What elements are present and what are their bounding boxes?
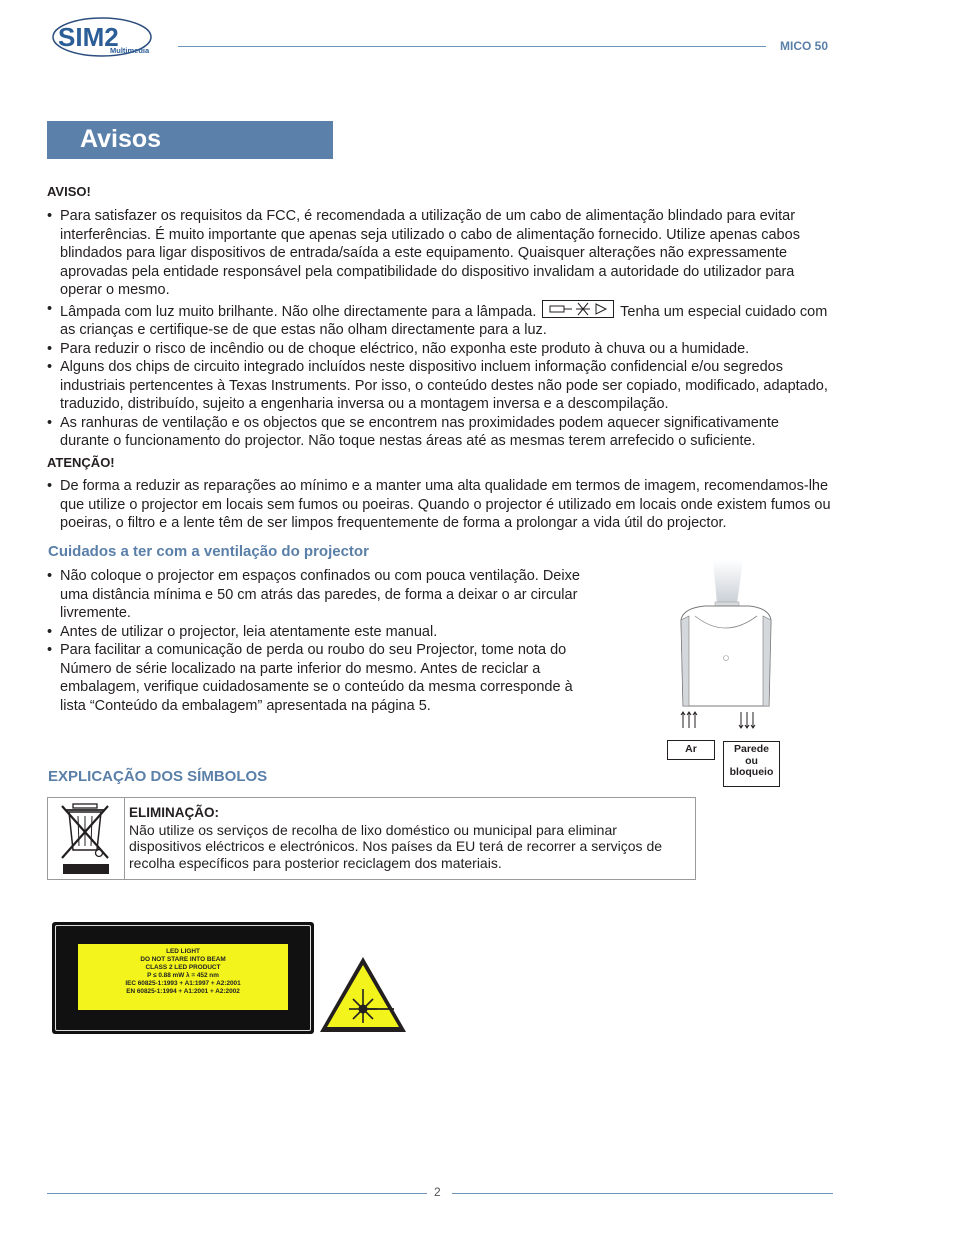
symbols-table <box>47 797 696 880</box>
page-number: 2 <box>434 1185 441 1199</box>
led-label-yellow-area <box>78 944 288 1010</box>
list-item <box>47 641 602 715</box>
aviso-item-text: Para satisfazer os requisitos da FCC, é recomendada a utilização de um cabo de alimentação blindado para evitar interferências. É muito importante que apenas seja utilizado o cabo de alimentação fornecido. Utilize apenas cabos blindados para ligar dispositivos de entrada/saída a este equipamento. Quaisquer alterações não expressamente aprovadas pela entidade responsável pela compatibilidade do dispositivo invalidam a autoridade do utilizador para operar o mesmo. <box>60 208 800 298</box>
disposal-description <box>129 805 689 871</box>
model-name: MICO 50 <box>780 39 829 53</box>
symbols-heading: EXPLICAÇÃO DOS SÍMBOLOS <box>48 768 268 785</box>
aviso-item-text: Alguns dos chips de circuito integrado incluídos neste dispositivo incluem informação confidencial e/ou segredos industriais pertencentes à Texas Instruments. Por isso, o conteúdo destes não pode ser copiado, modificado, adaptado, traduzido, distribuído, sujeito a engenharia inversa ou a montagem inversa e a descompilação. <box>60 359 828 412</box>
led-label-line: P ≤ 0.88 mW λ = 452 nm <box>147 972 219 980</box>
logo-text: SIM2 <box>58 22 119 52</box>
laser-hazard-icon <box>318 955 408 1035</box>
list-item <box>47 477 832 533</box>
list-item <box>47 623 602 642</box>
header-rule <box>178 46 766 47</box>
ventilation-list <box>47 567 602 715</box>
list-item <box>47 358 832 414</box>
lamp-warning-icon <box>542 300 614 318</box>
ventilation-item-text: Para facilitar a comunicação de perda ou roubo do seu Projector, tome nota do Número de série localizado na parte inferior do mesmo. Antes de reciclar a embalagem, verifique cuidadosamente se o conteúdo da mesma corresponde à lista “Conteúdo da embalagem” apresentada na página 5. <box>60 642 573 714</box>
led-label-line: LED LIGHT <box>166 948 200 955</box>
led-label-line: EN 60825-1:1994 + A1:2001 + A2:2002 <box>126 988 240 996</box>
page-title: Avisos <box>80 125 162 153</box>
crossed-bin-icon <box>48 798 124 879</box>
page-title-bar <box>47 121 333 159</box>
aviso-label: AVISO! <box>47 184 91 199</box>
atencao-list <box>47 477 832 533</box>
lamp-text-before: Lâmpada com luz muito brilhante. Não olhe directamente para a lâmpada. <box>60 303 537 320</box>
aviso-item-text: As ranhuras de ventilação e os objectos que se encontrem nas proximidades podem aquecer significativamente durante o funcionamento do projector. Não toque nestas áreas até as mesmas terem arrefecido o suficiente. <box>60 414 779 449</box>
projector-ventilation-illustration <box>665 560 785 735</box>
ventilation-item-text: Antes de utilizar o projector, leia atentamente este manual. <box>60 623 438 640</box>
disposal-text: Não utilize os serviços de recolha de lixo doméstico ou municipal para eliminar dispositivos eléctricos e electrónicos. Nos países da EU terá de recorrer a serviços de recolha específicos para posterior reciclagem dos materiais. <box>129 821 663 871</box>
wall-label-line: ou <box>745 754 758 767</box>
wall-label-line: Parede <box>733 743 770 755</box>
list-item <box>47 340 832 359</box>
symbol-icon-cell <box>48 798 125 879</box>
list-item <box>47 414 832 451</box>
list-item <box>47 207 832 300</box>
led-label-line: DO NOT STARE INTO BEAM <box>140 956 226 964</box>
wall-label-line: bloqueio <box>729 766 774 778</box>
ventilation-heading: Cuidados a ter com a ventilação do projector <box>48 543 369 560</box>
atencao-item-text: De forma a reduzir as reparações ao mínimo e a manter uma alta qualidade em termos de imagem, recomendamos-lhe que utilize o projector em locais sem fumos ou poeiras. Quando o projector é utilizado em locais onde existem fumos ou poeiras, o filtro e a lente têm de ser limpos frequentemente de forma a prolongar a vida útil do projector. <box>60 478 831 531</box>
aviso-item-text: Para reduzir o risco de incêndio ou de choque eléctrico, não exponha este produto à chuva ou a humidade. <box>60 340 750 357</box>
footer-rule-right <box>452 1193 833 1194</box>
led-label-line: CLASS 2 LED PRODUCT <box>145 964 221 972</box>
led-warning-label <box>52 922 314 1034</box>
disposal-title: ELIMINAÇÃO: <box>129 805 219 820</box>
aviso-list <box>47 207 832 451</box>
wall-label <box>723 741 780 787</box>
logo-sub: Multimedia <box>110 46 150 55</box>
sim2-logo <box>52 17 152 57</box>
led-label-line: IEC 60825-1:1993 + A1:1997 + A2:2001 <box>125 980 241 988</box>
ventilation-item-text: Não coloque o projector em espaços confinados ou com pouca ventilação. Deixe uma distância mínima e 50 cm atrás das paredes, de forma a deixar o ar circular livremente. <box>60 568 580 621</box>
list-item <box>47 567 602 623</box>
list-item <box>47 300 832 340</box>
lamp-text-after: Tenha um especial cuidado com as crianças e certifique-se de que estas não olham directamente para a luz. <box>60 303 828 338</box>
footer-rule-left <box>47 1193 427 1194</box>
air-label: Ar <box>667 740 715 760</box>
atencao-label: ATENÇÃO! <box>47 455 115 470</box>
